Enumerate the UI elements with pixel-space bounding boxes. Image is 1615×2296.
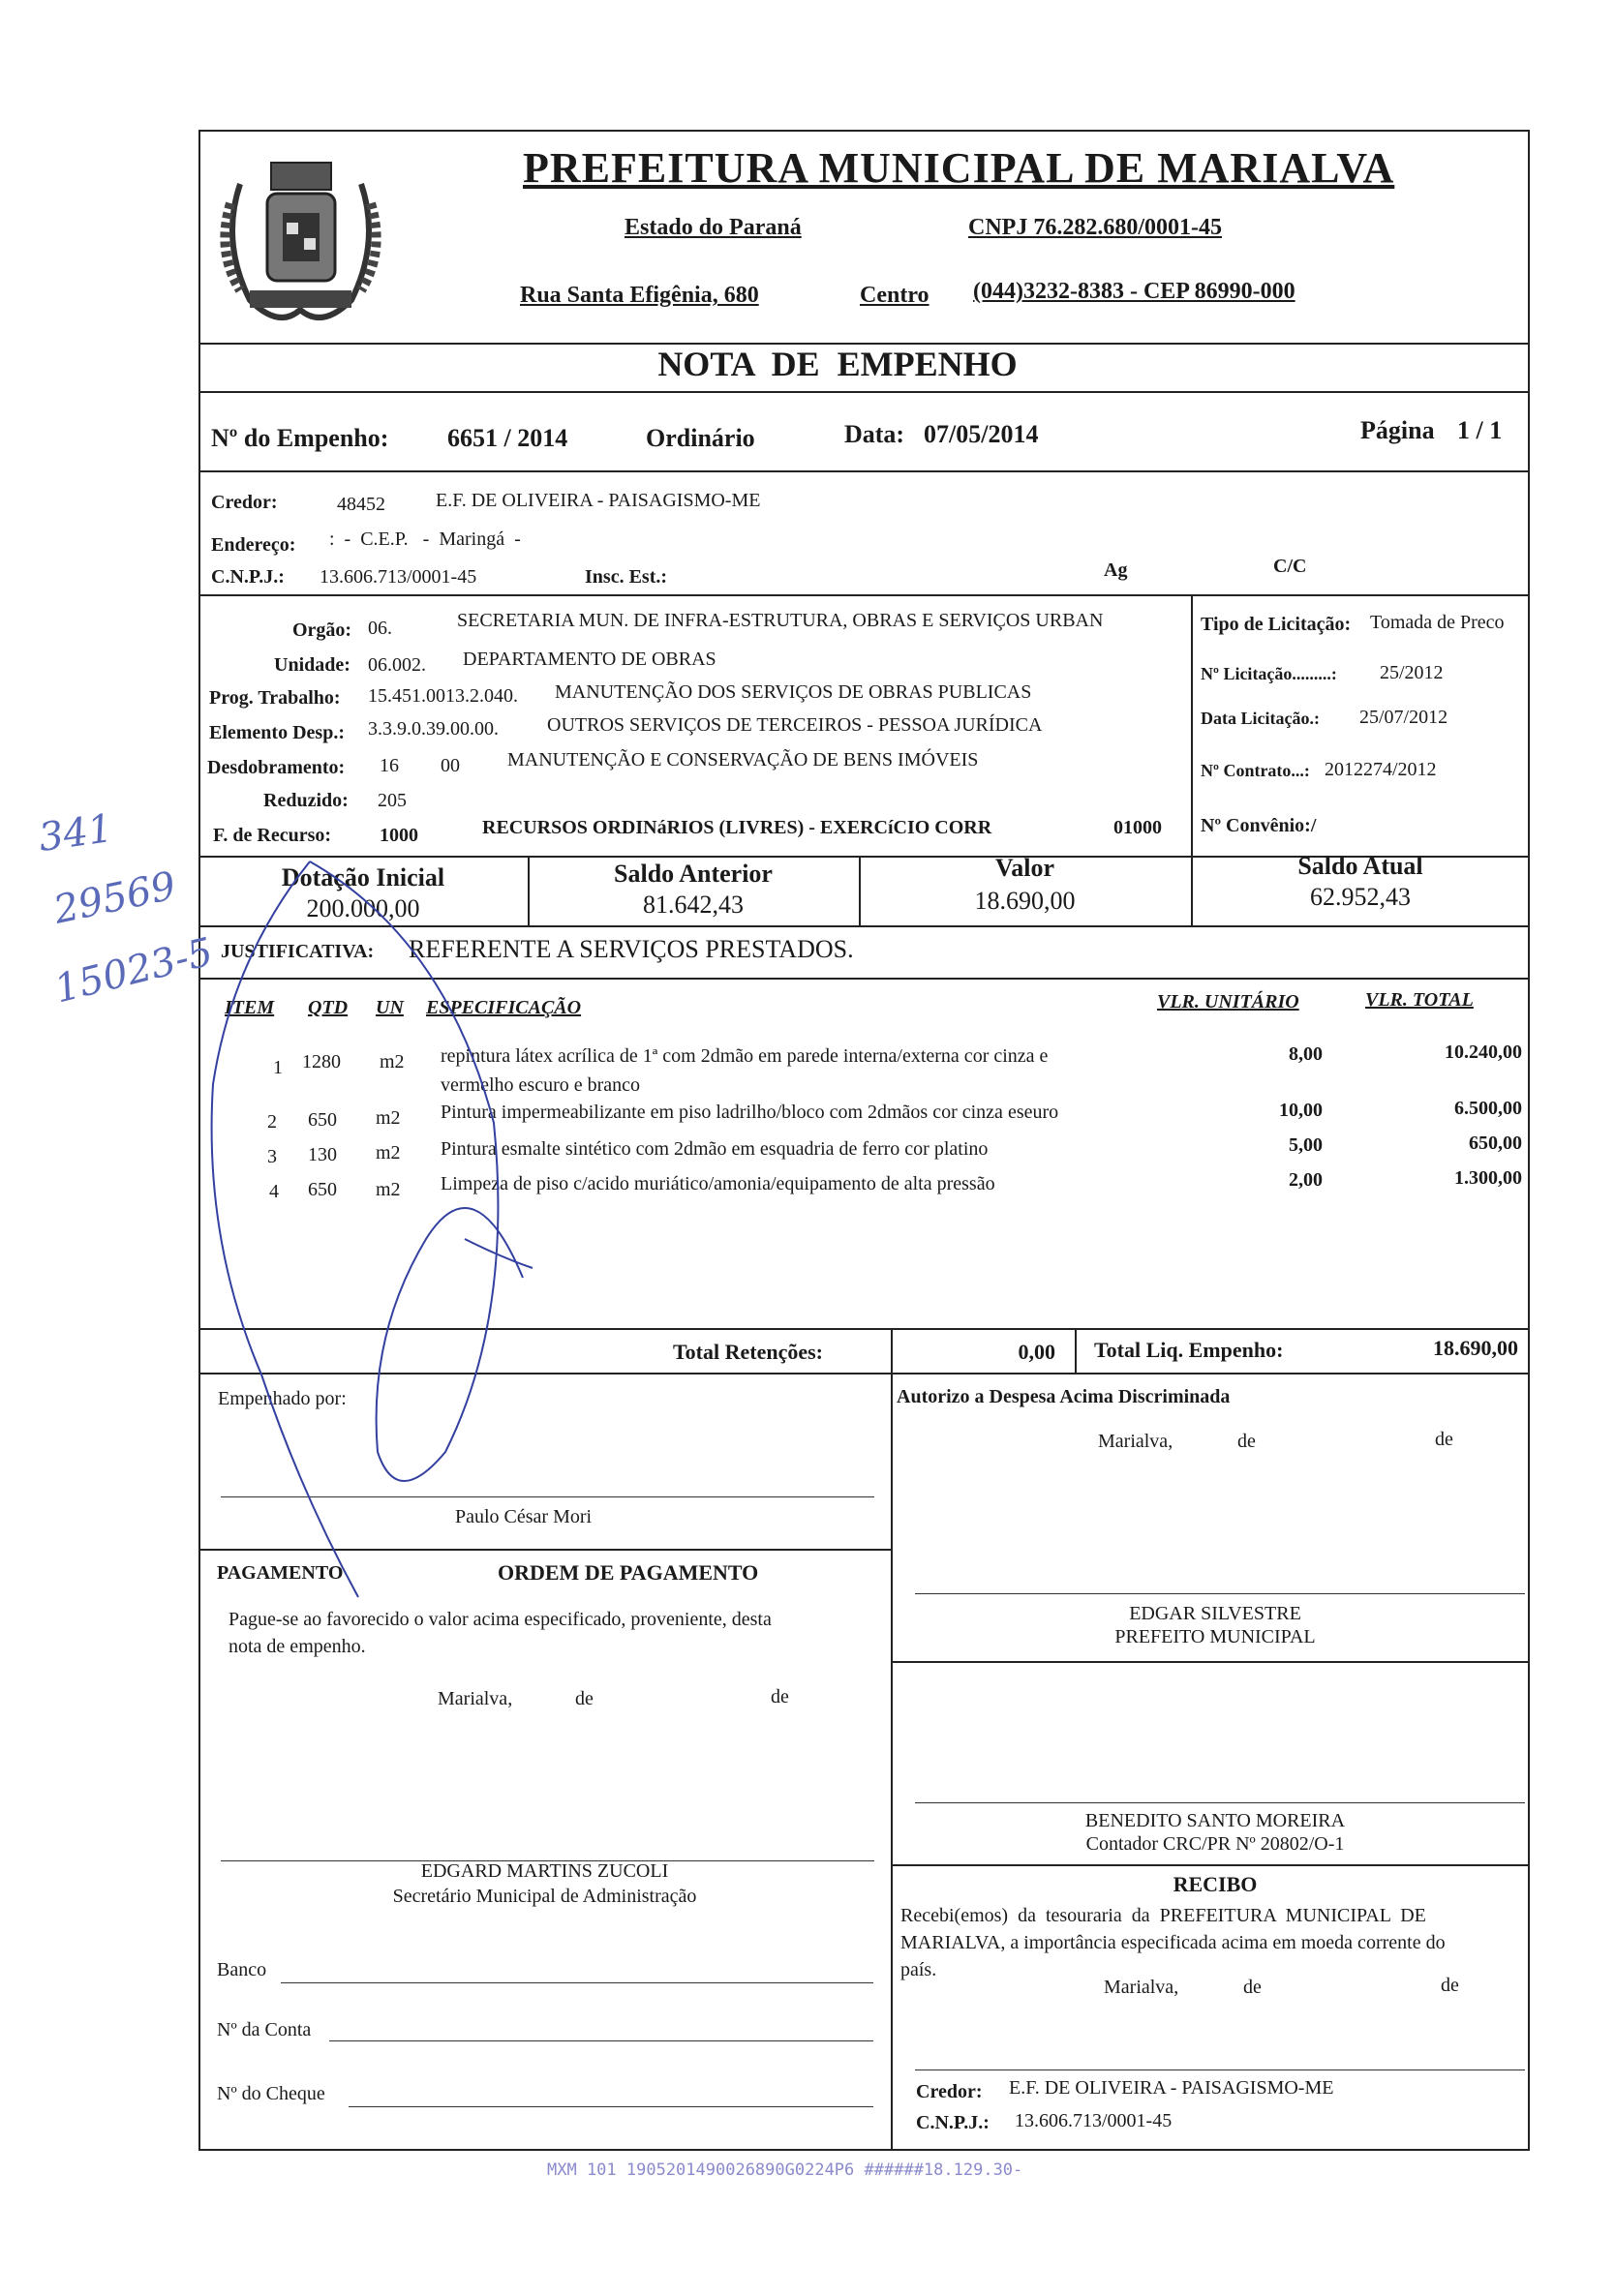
orgao-code: 06. (368, 618, 392, 639)
row-un: m2 (376, 1179, 401, 1200)
saldo-atual-label: Saldo Atual (1297, 852, 1423, 880)
liq-value: 18.690,00 (1433, 1336, 1518, 1360)
elemento-label: Elemento Desp.: (209, 722, 345, 743)
prog-code: 15.451.0013.2.040. (368, 685, 518, 707)
header-phone-cep: (044)3232-8383 - CEP 86990-000 (973, 279, 1295, 304)
autorizo-city: Marialva, (1098, 1431, 1173, 1452)
recibo-title: RECIBO (1173, 1872, 1258, 1896)
unidade-label: Unidade: (274, 654, 350, 676)
liq-label: Total Liq. Empenho: (1094, 1338, 1284, 1362)
desdobramento-desc: MANUTENÇÃO E CONSERVAÇÃO DE BENS IMÓVEIS (507, 749, 979, 770)
prefeito-cargo: PREFEITO MUNICIPAL (1114, 1626, 1316, 1647)
row-qtd: 130 (308, 1144, 337, 1165)
row-vtotal: 6.500,00 (1454, 1098, 1522, 1119)
cc-label: C/C (1273, 556, 1307, 577)
recibo-de-2: de (1441, 1975, 1459, 1996)
credor-code: 48452 (337, 494, 385, 515)
dotacao-value: 200.000,00 (306, 894, 420, 922)
qtd-col-header: QTD (308, 997, 349, 1018)
row-qtd: 1280 (302, 1051, 341, 1072)
pagamento-text-2: nota de empenho. (229, 1636, 366, 1657)
recibo-text-2: MARIALVA, a importância especificada acima em moeda corrente do (900, 1932, 1446, 1953)
row-un: m2 (380, 1051, 405, 1072)
valor-label: Valor (994, 854, 1055, 882)
row-desc: Pintura esmalte sintético com 2dmão em esquadria de ferro cor platino (441, 1138, 989, 1160)
contrato-label: Nº Contrato...: (1201, 761, 1310, 780)
row-item: 1 (273, 1057, 283, 1078)
doc-title: NOTA DE EMPENHO (657, 345, 1018, 383)
autorizo-de-2: de (1435, 1429, 1453, 1450)
recurso-label: F. de Recurso: (213, 825, 332, 846)
empenhado-nome: Paulo César Mori (455, 1506, 593, 1527)
prog-label: Prog. Trabalho: (209, 687, 341, 709)
num-licitacao-label: Nº Licitação.........: (1201, 664, 1337, 683)
ordem-pagamento-title: ORDEM DE PAGAMENTO (498, 1560, 759, 1585)
pagamento-text-1: Pague-se ao favorecido o valor acima especificado, proveniente, desta (229, 1609, 772, 1630)
cnpj-value: 13.606.713/0001-45 (320, 566, 477, 588)
pagamento-city: Marialva, (438, 1688, 513, 1709)
row-vunit: 2,00 (1289, 1169, 1323, 1191)
row-qtd: 650 (308, 1109, 337, 1131)
recibo-de-1: de (1243, 1977, 1262, 1998)
autorizo-de-1: de (1237, 1431, 1256, 1452)
row-desc: Limpeza de piso c/acido muriático/amonia/equipamento de alta pressão (441, 1173, 995, 1194)
saldo-anterior-value: 81.642,43 (643, 891, 744, 919)
pagamento-de-1: de (575, 1688, 594, 1709)
un-col-header: UN (376, 997, 404, 1018)
handwritten-note-1: 341 (36, 805, 116, 861)
row-desc: Pintura impermeabilizante em piso ladrilho/bloco com 2dmãos cor cinza eseuro (441, 1102, 1059, 1123)
orgao-desc: SECRETARIA MUN. DE INFRA-ESTRUTURA, OBRAS E SERVIÇOS URBAN (457, 610, 1104, 631)
recibo-city: Marialva, (1104, 1977, 1179, 1998)
vtotal-col-header: VLR. TOTAL (1365, 989, 1474, 1011)
row-vtotal: 650,00 (1469, 1133, 1522, 1154)
recibo-cnpj-label: C.N.P.J.: (916, 2112, 990, 2133)
recibo-cnpj-value: 13.606.713/0001-45 (1015, 2110, 1173, 2131)
item-col-header: ITEM (225, 997, 275, 1018)
handwritten-note-3: 15023-5 (49, 929, 218, 1012)
tipo-licitacao-value: Tomada de Preco (1370, 612, 1505, 633)
recurso-number: 01000 (1113, 817, 1162, 838)
empenho-date-label: Data: (844, 420, 905, 448)
reduzido-value: 205 (378, 790, 407, 811)
recurso-desc: RECURSOS ORDINáRIOS (LIVRES) - EXERCíCIO CORR (482, 817, 992, 838)
data-licitacao-value: 25/07/2012 (1359, 707, 1448, 728)
desdobramento-code2: 00 (441, 755, 460, 776)
prog-desc: MANUTENÇÃO DOS SERVIÇOS DE OBRAS PUBLICAS (555, 681, 1032, 703)
reduzido-label: Reduzido: (263, 790, 349, 811)
row-desc-cont: vermelho escuro e branco (441, 1074, 641, 1096)
tipo-licitacao-label: Tipo de Licitação: (1201, 614, 1352, 635)
retencoes-value: 0,00 (1018, 1340, 1055, 1364)
footer-code: MXM 101 1905201490026890G0224P6 ######18.129.30- (547, 2160, 1023, 2180)
row-vunit: 5,00 (1289, 1134, 1323, 1156)
page-label: Página (1360, 416, 1435, 444)
saldo-atual-value: 62.952,43 (1310, 883, 1411, 911)
data-licitacao-label: Data Licitação.: (1201, 709, 1320, 728)
row-vunit: 8,00 (1289, 1043, 1323, 1065)
justificativa-label: JUSTIFICATIVA: (221, 941, 375, 962)
autorizo-text: Autorizo a Despesa Acima Discriminada (897, 1386, 1231, 1407)
banco-label: Banco (217, 1959, 267, 1980)
num-licitacao-value: 25/2012 (1380, 662, 1444, 683)
row-item: 3 (267, 1146, 277, 1167)
unidade-desc: DEPARTAMENTO DE OBRAS (463, 649, 716, 670)
cnpj-label: C.N.P.J.: (211, 566, 285, 588)
conta-label: Nº da Conta (217, 2019, 312, 2040)
row-item: 2 (267, 1111, 277, 1133)
desdobramento-label: Desdobramento: (207, 757, 346, 778)
retencoes-label: Total Retenções: (673, 1340, 823, 1364)
credor-name: E.F. DE OLIVEIRA - PAISAGISMO-ME (436, 490, 761, 511)
saldo-anterior-label: Saldo Anterior (614, 860, 773, 888)
valor-value: 18.690,00 (974, 887, 1076, 915)
row-vunit: 10,00 (1279, 1100, 1323, 1121)
contador-nome: BENEDITO SANTO MOREIRA (1084, 1810, 1346, 1831)
recibo-text-1: Recebi(emos) da tesouraria da PREFEITURA MUNICIPAL DE (900, 1905, 1426, 1926)
row-item: 4 (269, 1181, 279, 1202)
page-title: PREFEITURA MUNICIPAL DE MARIALVA (523, 144, 1395, 192)
header-address: Rua Santa Efigênia, 680 (520, 283, 759, 308)
credor-label: Credor: (211, 492, 278, 513)
address-label: Endereço: (211, 534, 296, 556)
row-vtotal: 10.240,00 (1445, 1042, 1522, 1063)
elemento-code: 3.3.9.0.39.00.00. (368, 718, 499, 740)
row-desc: repintura látex acrílica de 1ª com 2dmão em parede interna/externa cor cinza e (441, 1045, 1049, 1067)
prefeito-nome: EDGAR SILVESTRE (1129, 1603, 1301, 1624)
row-un: m2 (376, 1107, 401, 1129)
page-number: 1 / 1 (1457, 416, 1503, 444)
unidade-code: 06.002. (368, 654, 426, 676)
secretario-nome: EDGARD MARTINS ZUCOLI (420, 1860, 669, 1882)
pagamento-label: PAGAMENTO (217, 1562, 344, 1584)
ag-label: Ag (1104, 559, 1128, 581)
header-district: Centro (860, 283, 929, 308)
empenho-type: Ordinário (646, 424, 755, 452)
vunit-col-header: VLR. UNITÁRIO (1157, 991, 1299, 1012)
empenho-number-label: Nº do Empenho: (211, 424, 389, 452)
recibo-text-3: país. (900, 1959, 937, 1980)
dotacao-label: Dotação Inicial (281, 863, 445, 891)
pagamento-de-2: de (771, 1686, 789, 1707)
recurso-code: 1000 (380, 825, 418, 846)
header-cnpj: CNPJ 76.282.680/0001-45 (968, 215, 1222, 240)
contrato-value: 2012274/2012 (1325, 759, 1437, 780)
recibo-credor-label: Credor: (916, 2081, 983, 2102)
recibo-credor-value: E.F. DE OLIVEIRA - PAISAGISMO-ME (1009, 2077, 1334, 2099)
empenho-number: 6651 / 2014 (447, 424, 568, 452)
handwritten-note-2: 29569 (49, 863, 180, 933)
insc-label: Insc. Est.: (585, 566, 668, 588)
header-state: Estado do Paraná (625, 215, 802, 240)
empenhado-label: Empenhado por: (218, 1388, 347, 1409)
cheque-label: Nº do Cheque (217, 2083, 325, 2104)
secretario-cargo: Secretário Municipal de Administração (392, 1886, 697, 1907)
justificativa-text: REFERENTE A SERVIÇOS PRESTADOS. (409, 935, 854, 963)
address-value: : - C.E.P. - Maringá - (329, 529, 521, 550)
contador-cargo: Contador CRC/PR Nº 20802/O-1 (1085, 1833, 1345, 1855)
convenio-label: Nº Convênio:/ (1201, 815, 1317, 836)
empenho-date: 07/05/2014 (924, 420, 1039, 448)
desdobramento-code1: 16 (380, 755, 399, 776)
row-un: m2 (376, 1142, 401, 1163)
elemento-desc: OUTROS SERVIÇOS DE TERCEIROS - PESSOA JURÍDICA (547, 714, 1043, 736)
coat-of-arms-icon (211, 145, 390, 339)
orgao-label: Orgão: (292, 619, 352, 641)
row-qtd: 650 (308, 1179, 337, 1200)
row-vtotal: 1.300,00 (1454, 1167, 1522, 1189)
esp-col-header: ESPECIFICAÇÃO (426, 997, 582, 1018)
